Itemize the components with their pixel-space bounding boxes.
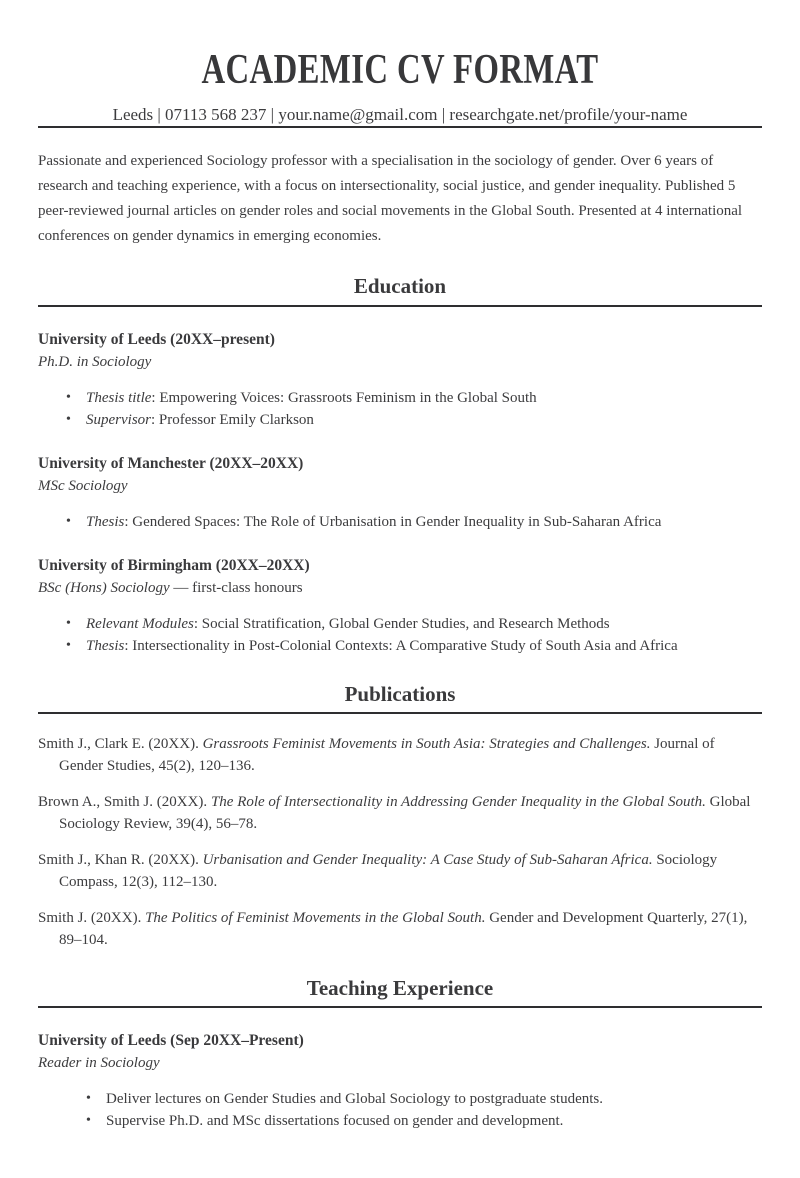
publication-authors: Brown A., Smith J. (20XX). <box>38 793 211 810</box>
publication-journal: Global Sociology Review, 39(4), 56–78. <box>59 793 751 832</box>
section-heading-education: Education <box>353 274 447 299</box>
education-bullets <box>38 387 762 431</box>
education-bullets <box>38 613 762 657</box>
degree-note: — first-class honours <box>169 579 303 596</box>
publication-title: Grassroots Feminist Movements in South Asia: Strategies and Challenges. <box>202 735 651 752</box>
bullet-text: : Empowering Voices: Grassroots Feminism in the Global South <box>151 389 537 406</box>
education-entry <box>38 555 762 657</box>
bullet-text: : Intersectionality in Post-Colonial Contexts: A Comparative Study of South Asia and Africa <box>124 637 678 654</box>
bullet-item <box>86 387 762 409</box>
bullet-text: : Professor Emily Clarkson <box>151 411 314 428</box>
profile-summary: Passionate and experienced Sociology professor with a specialisation in the sociology of gender. Over 6 years of research and teaching experience, with a focus on intersectionality, social justice, and gender inequality. Published 5 peer-reviewed journal articles on gender roles and social movements in the Global South. Presented at 4 international conferences on gender dynamics in emerging economies. <box>38 153 743 245</box>
bullet-label: Thesis <box>86 513 125 530</box>
publication-title: The Politics of Feminist Movements in the Global South. <box>145 909 486 926</box>
publications-divider <box>38 712 762 714</box>
publication-item <box>38 849 762 893</box>
bullet-item <box>86 635 762 657</box>
publication-journal: Gender and Development Quarterly, 27(1), 89–104. <box>59 909 748 948</box>
cv-title: ACADEMIC CV FORMAT <box>201 47 599 93</box>
bullet-label: Thesis <box>86 637 125 654</box>
header-divider <box>38 126 762 128</box>
bullet-item: • Supervise Ph.D. and MSc dissertations focused on gender and development. <box>106 1110 762 1132</box>
degree-line <box>38 475 762 497</box>
bullet-label: Relevant Modules <box>86 615 194 632</box>
degree-line <box>38 351 762 373</box>
institution-heading: University of Manchester (20XX–20XX) <box>38 454 304 472</box>
degree-title: BSc (Hons) Sociology <box>38 579 170 596</box>
education-entry <box>38 329 762 431</box>
cv-page <box>0 46 800 1178</box>
role-line: Reader in Sociology <box>38 1054 160 1071</box>
publication-item <box>38 791 762 835</box>
bullet-item <box>86 511 762 533</box>
publication-authors: Smith J., Clark E. (20XX). <box>38 735 203 752</box>
publication-item <box>38 733 762 777</box>
contact-line: Leeds | 07113 568 237 | your.name@gmail.com | researchgate.net/profile/your-name <box>112 105 688 125</box>
education-entry <box>38 453 762 533</box>
publication-title: Urbanisation and Gender Inequality: A Case Study of Sub-Saharan Africa. <box>202 851 653 868</box>
education-divider <box>38 305 762 307</box>
degree-line <box>38 577 762 599</box>
bullet-label: Supervisor <box>86 411 151 428</box>
publication-title: The Role of Intersectionality in Addressing Gender Inequality in the Global South. <box>210 793 706 810</box>
institution-heading: University of Birmingham (20XX–20XX) <box>38 556 310 574</box>
education-bullets <box>38 511 762 533</box>
degree-title: MSc Sociology <box>38 477 128 494</box>
section-heading-publications: Publications <box>344 681 456 706</box>
bullet-item: • Deliver lectures on Gender Studies and Global Sociology to postgraduate students. <box>106 1088 762 1110</box>
publication-journal: Journal of Gender Studies, 45(2), 120–136. <box>59 735 715 774</box>
teaching-divider <box>38 1006 762 1008</box>
institution-heading: University of Leeds (Sep 20XX–Present) <box>38 1031 304 1049</box>
degree-title: Ph.D. in Sociology <box>38 353 152 370</box>
bullet-item <box>86 613 762 635</box>
publication-authors: Smith J., Khan R. (20XX). <box>38 851 203 868</box>
bullet-text: : Gendered Spaces: The Role of Urbanisation in Gender Inequality in Sub-Saharan Africa <box>124 513 662 530</box>
bullet-label: Thesis title <box>86 389 152 406</box>
teaching-bullets <box>38 1088 762 1132</box>
bullet-text: : Social Stratification, Global Gender Studies, and Research Methods <box>193 615 610 632</box>
section-heading-teaching: Teaching Experience <box>306 975 494 1000</box>
publication-item <box>38 907 762 951</box>
publication-journal: Sociology Compass, 12(3), 112–130. <box>59 851 718 890</box>
publications-list <box>38 733 762 951</box>
teaching-entry <box>38 1030 762 1132</box>
bullet-item <box>86 409 762 431</box>
publication-authors: Smith J. (20XX). <box>38 909 146 926</box>
institution-heading: University of Leeds (20XX–present) <box>38 330 275 348</box>
